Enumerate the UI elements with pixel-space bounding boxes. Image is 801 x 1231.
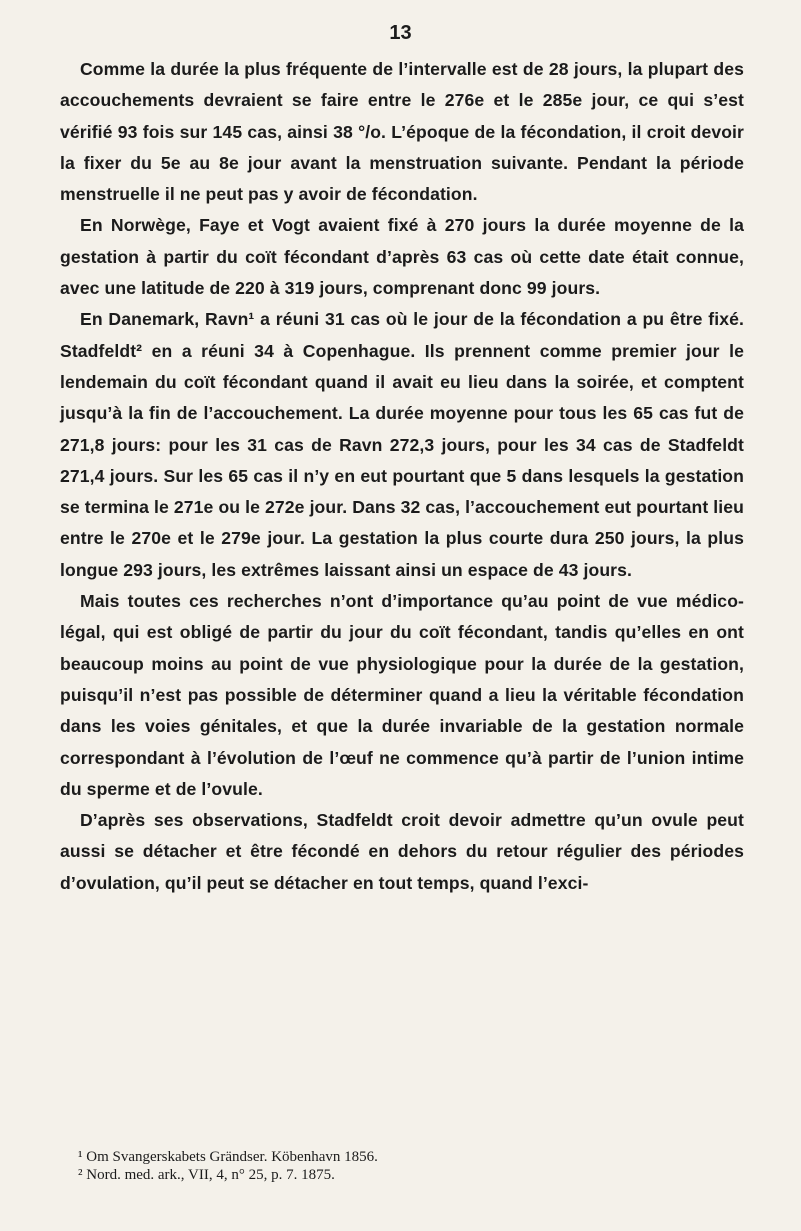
paragraph: En Danemark, Ravn¹ a réuni 31 cas où le jour de la fécondation a pu être fixé. Stadfeldt² en a réuni 34 à Copenhague. Ils prennent comme premier jour le lendemain du coït fécondant quand il avait eu lieu dans la soirée, et comptent jusqu’à la fin de l’accouchement. La durée moyenne pour tous les 65 cas fut de 271,8 jours: pour les 31 cas de Ravn 272,3 jours, pour les 34 cas de Stadfeldt 271,4 jours. Sur les 65 cas il n’y en eut pourtant que 5 dans lesquels la gestation se termina le 271e ou le 272e jour. Dans 32 cas, l’accouchement eut pourtant lieu entre le 270e et le 279e jour. La gestation la plus courte dura 250 jours, la plus longue 293 jours, les extrêmes laissant ainsi un espace de 43 jours. [60, 309, 744, 580]
footnote: ² Nord. med. ark., VII, 4, n° 25, p. 7. 1875. [78, 1167, 335, 1183]
page-number: 13 [389, 22, 412, 44]
paragraph: Mais toutes ces recherches n’ont d’importance qu’au point de vue médico-légal, qui est obligé de partir du jour du coït fécondant, tandis qu’elles en ont beaucoup moins au point de vue physiologique pour la durée de la gestation, puisqu’il n’est pas possible de déterminer quand a lieu la véritable fécondation dans les voies génitales, et que la durée invariable de la gestation normale correspondant à l’évolution de l’œuf ne commence qu’à partir de l’union intime du sperme et de l’ovule. [60, 591, 744, 799]
footnotes [60, 1148, 744, 1184]
paragraph: D’après ses observations, Stadfeldt croit devoir admettre qu’un ovule peut aussi se détacher et être fécondé en dehors du retour régulier des périodes d’ovulation, qu’il peut se détacher en tout temps, quand l’exci- [60, 810, 744, 893]
paragraph: Comme la durée la plus fréquente de l’intervalle est de 28 jours, la plupart des accouchements devraient se faire entre le 276e et le 285e jour, ce qui s’est vérifié 93 fois sur 145 cas, ainsi 38 °/o. L’époque de la fécondation, il croit devoir la fixer du 5e au 8e jour avant la menstruation suivante. Pendant la période menstruelle il ne peut pas y avoir de fécondation. [60, 59, 744, 205]
footnote: ¹ Om Svangerskabets Grändser. Köbenhavn 1856. [78, 1149, 378, 1165]
body-text [60, 54, 744, 899]
paragraph: En Norwège, Faye et Vogt avaient fixé à 270 jours la durée moyenne de la gestation à partir du coït fécondant d’après 63 cas où cette date était connue, avec une latitude de 220 à 319 jours, comprenant donc 99 jours. [60, 215, 744, 299]
